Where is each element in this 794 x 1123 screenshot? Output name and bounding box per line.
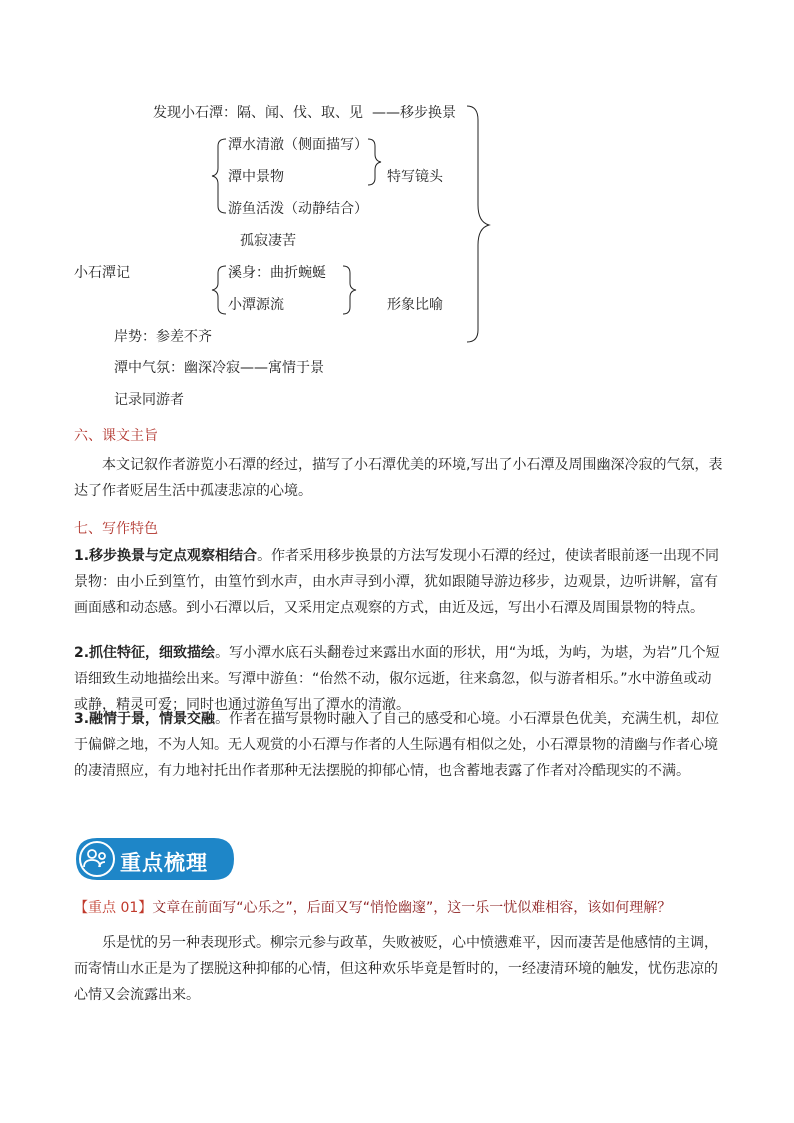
brace-left-bottom xyxy=(212,266,226,314)
diagram-stream: 溪身：曲折蜿蜒 xyxy=(228,265,326,281)
diagram-atmosphere: 潭中气氛：幽深冷寂——寓情于景 xyxy=(114,360,324,376)
section6-title: 六、课文主旨 xyxy=(74,428,158,444)
banner-label: 重点梳理 xyxy=(120,851,208,875)
section6-text: 本文记叙作者游览小石潭的经过，描写了小石潭优美的环境,写出了小石潭及周围幽深冷寂的气氛，表达了作者贬居生活中孤凄悲凉的心境。 xyxy=(74,457,723,499)
diagram-closeup: 特写镜头 xyxy=(387,169,443,185)
keypoint-title xyxy=(74,898,671,918)
keypoint-question: 文章在前面写“心乐之”，后面又写“悄怆幽邃”，这一乐一忧似难相容，该如何理解？ xyxy=(152,900,672,916)
diagram-braces xyxy=(0,0,794,420)
diagram-fish: 游鱼活泼（动静结合） xyxy=(228,201,368,217)
diagram-source: 小潭源流 xyxy=(228,297,284,313)
brace-big-right xyxy=(467,106,489,342)
section7-p3 xyxy=(74,706,724,784)
section7-title: 七、写作特色 xyxy=(74,521,158,537)
diagram-in-pond: 潭中景物 xyxy=(228,169,284,185)
diagram-metaphor: 形象比喻 xyxy=(387,297,443,313)
brace-right-top xyxy=(368,139,381,185)
diagram-lonely: 孤寂凄苦 xyxy=(240,233,296,249)
diagram-bank: 岸势：参差不齐 xyxy=(114,329,212,345)
diagram-discover-note: ——移步换景 xyxy=(372,105,456,121)
keypoint-answer: 乐是忧的另一种表现形式。柳宗元参与政革，失败被贬，心中愤懑难平，因而凄苦是他感情的主调，而寄情山水正是为了摆脱这种抑郁的心情，但这种欢乐毕竟是暂时的，一经凄清环境的触发，忧伤悲凉的心情又会流露出来。 xyxy=(74,935,718,1003)
brace-left-top xyxy=(212,139,226,213)
diagram-water-clear: 潭水清澈（侧面描写） xyxy=(228,137,368,153)
section7-p3-text: 。作者在描写景物时融入了自己的感受和心境。小石潭景色优美，充满生机，却位于偏僻之地，不为人知。无人观赏的小石潭与作者的人生际遇有相似之处，小石潭景物的清幽与作者心境的凄清照应，有力地衬托出作者那种无法摆脱的抑郁心情，也含蓄地表露了作者对冷酷现实的不满。 xyxy=(74,711,720,779)
keypoint-tag: 【重点 01】 xyxy=(74,900,153,916)
section7-p1 xyxy=(74,543,724,621)
section7-p1-lead: 1.移步换景与定点观察相结合 xyxy=(74,548,258,564)
diagram-discover: 发现小石潭：隔、闻、伐、取、见 xyxy=(153,105,363,121)
section7-p2-text: 。写小潭水底石头翻卷过来露出水面的形状，用“为坻，为屿，为堪，为岩”几个短语细致生动地描绘出来。写潭中游鱼：“佁然不动，俶尔远逝，往来翕忽，似与游者相乐。”水中游鱼或动或静，精灵可爱；同时也通过游鱼写出了潭水的清澈。 xyxy=(74,645,720,713)
section7-p2-lead: 2.抓住特征，细致描绘 xyxy=(74,645,216,661)
diagram-companions: 记录同游者 xyxy=(114,392,184,408)
brace-right-bottom xyxy=(343,266,356,314)
keypoints-banner xyxy=(74,836,236,882)
section7-p3-lead: 3.融情于景，情景交融 xyxy=(74,711,216,727)
diagram-root: 小石潭记 xyxy=(74,265,130,281)
section7-p1-text: 。作者采用移步换景的方法写发现小石潭的经过，使读者眼前逐一出现不同景物：由小丘到篁竹，由篁竹到水声，由水声寻到小潭，犹如跟随导游边移步，边观景，边听讲解，富有画面感和动态感。到小石潭以后，又采用定点观察的方式，由近及远，写出小石潭及周围景物的特点。 xyxy=(74,548,720,616)
